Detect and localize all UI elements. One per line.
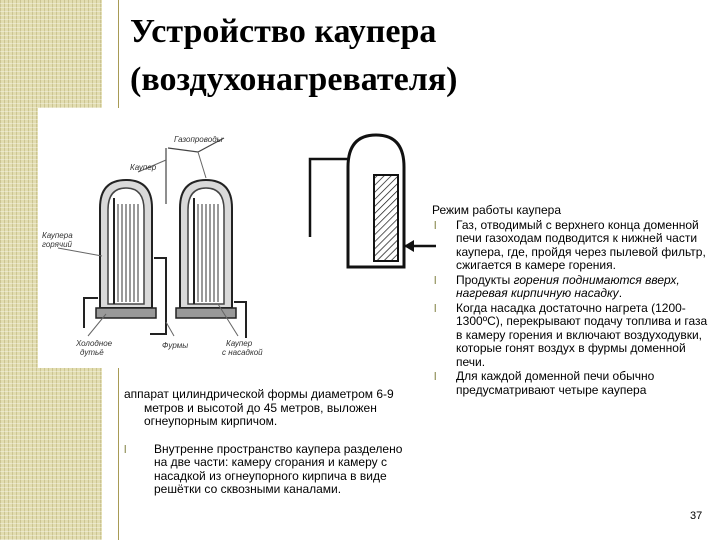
bullet-icon: l: [434, 302, 437, 315]
leader-top: [198, 152, 206, 178]
kauper-diagram: [38, 108, 298, 368]
list-item-text-a: Продукты: [456, 272, 514, 287]
page-number: 37: [690, 510, 703, 522]
list-item-text: Когда насадка достаточно нагрета (1200-1300ºC), перекрывают подачу топлива и газа в камеру горения и включают воздуходувки, которые гонят воздух в фурмы доменной печи.: [456, 300, 708, 369]
label-air-out-2: горячий: [42, 240, 72, 249]
title-line-2: (воздухонагревателя): [130, 61, 458, 98]
bullet-icon: l: [434, 371, 437, 383]
kauper-diagram-svg: [38, 108, 298, 368]
label-stack-1: Каупер: [226, 339, 253, 348]
leader-hot: [58, 248, 102, 256]
kauper-description: [124, 388, 414, 497]
list-item: [432, 370, 712, 397]
kauper-left-base: [96, 308, 156, 318]
title-line-1: Устройство каупера: [130, 13, 437, 50]
list-item-text: Для каждой доменной печи обычно предусматривают четыре каупера: [456, 369, 655, 397]
description-bullet-text: Внутренне пространство каупера разделено на две части: камеру сгорания и камеру с насадкой из огнеупорного кирпича в виде решётки со сквозными каналами.: [154, 441, 403, 496]
scheme-checker-brick: [374, 175, 398, 261]
label-top: Газопроводы: [174, 135, 223, 144]
label-blowers: Фурмы: [162, 341, 189, 350]
bullet-icon: l: [434, 274, 437, 287]
list-item-text-italic: горения поднимаются вверх, нагревая кирпичную насадку: [456, 272, 680, 300]
label-air-out-1: Каупера: [42, 231, 73, 240]
scheme-gas-inlet: [310, 159, 348, 237]
label-kauper: Каупер: [130, 163, 157, 172]
description-intro: аппарат цилиндрической формы диаметром 6-9 метров и высотой до 45 метров, выложен огнеупорным кирпичом.: [124, 387, 394, 428]
kauper-right-base: [176, 308, 236, 318]
list-item: [432, 219, 712, 273]
page-title: [130, 8, 690, 104]
list-item: [432, 274, 712, 301]
kauper-scheme: [300, 125, 440, 275]
operation-mode-section: [432, 204, 712, 398]
label-cold-2: дутьё: [80, 348, 104, 357]
list-item-text: Газ, отводимый с верхнего конца доменной печи газоходам подводится к нижней части каупера, где, пройдя через пылевой фильтр, сжигается в камере горения.: [456, 217, 706, 272]
mode-title: Режим работы каупера: [432, 203, 561, 217]
label-cold-1: Холодное: [76, 339, 113, 348]
bullet-icon: l: [434, 219, 437, 232]
leader-blowers: [166, 322, 174, 336]
list-item-text-c: .: [618, 286, 623, 300]
list-item: [432, 302, 712, 370]
mode-list: [432, 219, 712, 398]
bullet-icon: l: [124, 443, 127, 456]
kauper-scheme-svg: [300, 125, 440, 275]
label-stack-2: с насадкой: [222, 348, 263, 357]
description-bullet: [124, 443, 414, 497]
